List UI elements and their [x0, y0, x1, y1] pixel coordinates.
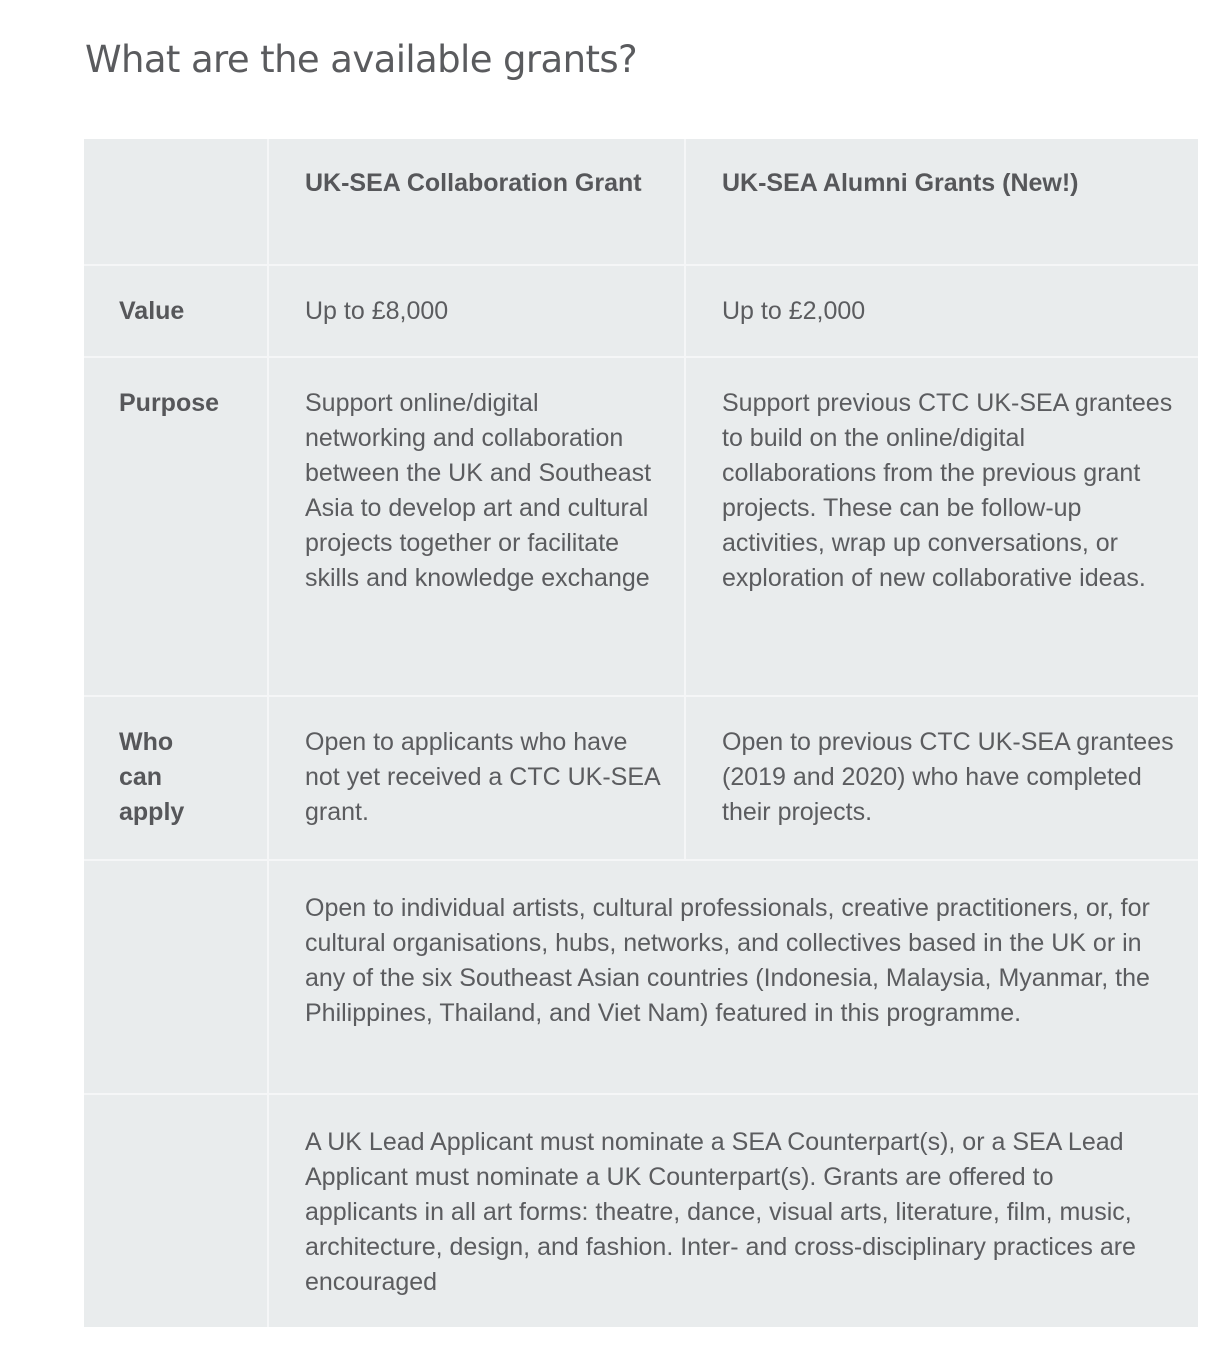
header-empty-cell: [84, 139, 268, 265]
table-row-shared-requirements: [84, 1094, 1198, 1327]
table-header-row: [84, 139, 1198, 265]
page-title: What are the available grants?: [85, 38, 638, 81]
alumni-eligibility: Open to previous CTC UK-SEA grantees (2019 and 2020) who have completed their projects.: [722, 728, 1174, 826]
row-label-cell-empty: [84, 860, 268, 1094]
collaboration-eligibility-cell: [268, 696, 685, 860]
table-row-who-can-apply: [84, 696, 1198, 860]
table-row-value: [84, 265, 1198, 357]
collaboration-purpose: Support online/digital networking and collaboration between the UK and Southeast Asia to develop art and cultural projects together or facilitate skills and knowledge exchange: [305, 389, 652, 592]
header-collaboration-grant: [268, 139, 685, 265]
row-label-value: Value: [119, 297, 185, 325]
collaboration-purpose-cell: [268, 357, 685, 696]
shared-eligibility-cell: [268, 860, 1198, 1094]
collaboration-value-cell: [268, 265, 685, 357]
row-label-purpose: Purpose: [119, 389, 220, 417]
grants-comparison-table: [84, 139, 1198, 1327]
collaboration-eligibility: Open to applicants who have not yet received a CTC UK-SEA grant.: [305, 728, 660, 826]
header-collaboration-grant-text: UK-SEA Collaboration Grant: [305, 169, 642, 197]
shared-requirements-text: A UK Lead Applicant must nominate a SEA Counterpart(s), or a SEA Lead Applicant must nominate a UK Counterpart(s). Grants are offered to applicants in all art forms: theatre, dance, visual arts, literature, film, music, architecture, design, and fashion. Inter- and cross-disciplinary practices are encouraged: [305, 1128, 1136, 1296]
row-label-who-can-apply: Who can apply: [119, 728, 185, 826]
alumni-value: Up to £2,000: [722, 297, 866, 325]
alumni-value-cell: [685, 265, 1198, 357]
alumni-eligibility-cell: [685, 696, 1198, 860]
row-label-cell: [84, 357, 268, 696]
shared-requirements-cell: [268, 1094, 1198, 1327]
table-row-shared-eligibility: [84, 860, 1198, 1094]
table-row-purpose: [84, 357, 1198, 696]
row-label-cell: [84, 265, 268, 357]
alumni-purpose-cell: [685, 357, 1198, 696]
header-alumni-grants-text: UK-SEA Alumni Grants (New!): [722, 169, 1079, 197]
shared-eligibility-text: Open to individual artists, cultural professionals, creative practitioners, or, for cultural organisations, hubs, networks, and collectives based in the UK or in any of the six Southeast Asian countries (Indonesia, Malaysia, Myanmar, the Philippines, Thailand, and Viet Nam) featured in this programme.: [305, 894, 1150, 1027]
header-label-text: [84, 139, 267, 195]
row-label-cell: [84, 696, 268, 860]
header-alumni-grants: [685, 139, 1198, 265]
alumni-purpose: Support previous CTC UK-SEA grantees to build on the online/digital collaborations from the previous grant projects. These can be follow-up activities, wrap up conversations, or exploration of new collaborative ideas.: [722, 389, 1173, 592]
row-label-cell-empty: [84, 1094, 268, 1327]
collaboration-value: Up to £8,000: [305, 297, 449, 325]
